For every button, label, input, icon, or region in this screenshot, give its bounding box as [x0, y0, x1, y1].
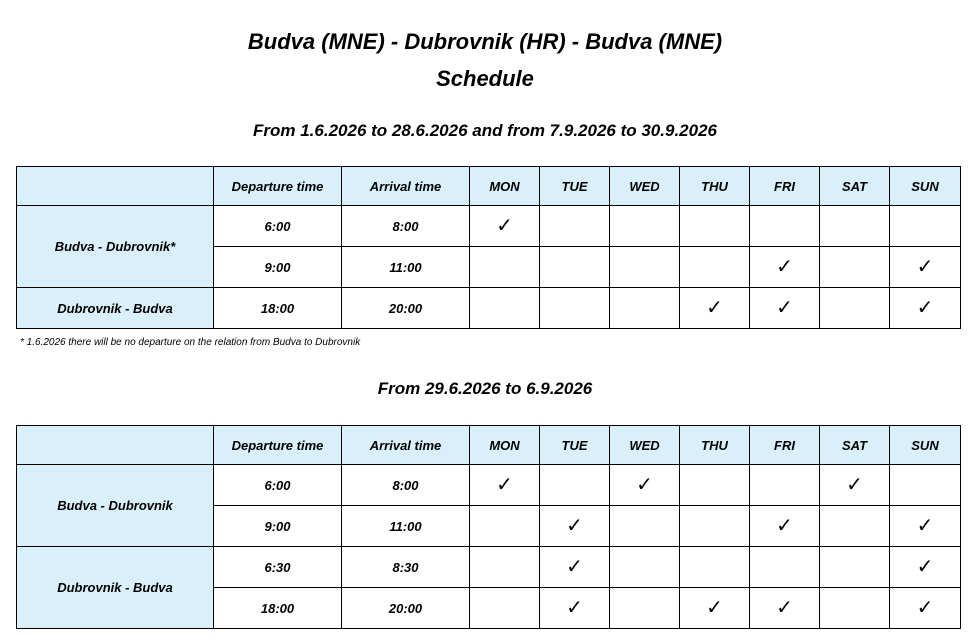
- day-cell-sat: [820, 206, 890, 247]
- header-row: [17, 167, 961, 206]
- day-cell-wed: [610, 465, 680, 506]
- check-icon: ✓: [776, 256, 793, 278]
- day-cell-tue: [540, 547, 610, 588]
- table-row: [17, 288, 961, 329]
- check-icon: ✓: [566, 556, 583, 578]
- day-cell-thu: [680, 247, 750, 288]
- departure-time-cell: 6:00: [214, 465, 342, 506]
- table-header: [17, 167, 961, 206]
- day-cell-sat: [820, 506, 890, 547]
- schedule-table-period1: [16, 166, 961, 329]
- header-cell: THU: [680, 426, 750, 465]
- day-cell-fri: [750, 465, 820, 506]
- arrival-time-cell: 8:00: [342, 206, 470, 247]
- day-cell-mon: [470, 506, 540, 547]
- page-title: Budva (MNE) - Dubrovnik (HR) - Budva (MNE): [247, 29, 723, 54]
- day-cell-wed: [610, 506, 680, 547]
- header-cell: SAT: [820, 167, 890, 206]
- departure-time-cell: 9:00: [214, 247, 342, 288]
- check-icon: ✓: [496, 215, 513, 237]
- day-cell-mon: [470, 588, 540, 629]
- day-cell-sat: [820, 465, 890, 506]
- day-cell-fri: [750, 588, 820, 629]
- day-cell-tue: [540, 288, 610, 329]
- header-cell: TUE: [540, 167, 610, 206]
- route-cell: Budva - Dubrovnik*: [17, 206, 214, 288]
- day-cell-mon: [470, 465, 540, 506]
- check-icon: ✓: [846, 474, 863, 496]
- day-cell-thu: [680, 547, 750, 588]
- day-cell-sun: [890, 588, 961, 629]
- header-cell: Departure time: [214, 167, 342, 206]
- schedule-table-period2: [16, 425, 961, 629]
- day-cell-mon: [470, 288, 540, 329]
- day-cell-sat: [820, 588, 890, 629]
- day-cell-sun: [890, 506, 961, 547]
- day-cell-fri: [750, 506, 820, 547]
- header-cell: WED: [610, 167, 680, 206]
- arrival-time-cell: 20:00: [342, 588, 470, 629]
- check-icon: ✓: [916, 256, 934, 278]
- header-cell: SAT: [820, 426, 890, 465]
- header-cell: THU: [680, 167, 750, 206]
- header-row: [17, 426, 961, 465]
- header-cell: Departure time: [214, 426, 342, 465]
- day-cell-fri: [750, 288, 820, 329]
- arrival-time-cell: 20:00: [342, 288, 470, 329]
- check-icon: ✓: [916, 597, 934, 619]
- day-cell-sat: [820, 288, 890, 329]
- table-body: [17, 465, 961, 629]
- check-icon: ✓: [916, 556, 934, 578]
- day-cell-mon: [470, 247, 540, 288]
- day-cell-thu: [680, 465, 750, 506]
- header-cell: FRI: [750, 426, 820, 465]
- header-cell: Arrival time: [342, 426, 470, 465]
- check-icon: ✓: [706, 597, 723, 619]
- day-cell-tue: [540, 506, 610, 547]
- header-cell: TUE: [540, 426, 610, 465]
- header-cell: SUN: [890, 167, 961, 206]
- table-row: [17, 206, 961, 247]
- header-cell-route: [17, 167, 214, 206]
- day-cell-tue: [540, 588, 610, 629]
- table-row: [17, 547, 961, 588]
- day-cell-sun: [890, 247, 961, 288]
- table-header: [17, 426, 961, 465]
- day-cell-wed: [610, 247, 680, 288]
- route-cell: Dubrovnik - Budva: [17, 547, 214, 629]
- header-cell: SUN: [890, 426, 961, 465]
- day-cell-sun: [890, 288, 961, 329]
- day-cell-thu: [680, 288, 750, 329]
- check-icon: ✓: [566, 515, 583, 537]
- header-cell-route: [17, 426, 214, 465]
- day-cell-wed: [610, 288, 680, 329]
- route-cell: Budva - Dubrovnik: [17, 465, 214, 547]
- check-icon: ✓: [916, 515, 934, 537]
- header-cell: FRI: [750, 167, 820, 206]
- arrival-time-cell: 11:00: [342, 506, 470, 547]
- period2-heading: From 29.6.2026 to 6.9.2026: [377, 379, 593, 398]
- header-cell: Arrival time: [342, 167, 470, 206]
- day-cell-mon: [470, 206, 540, 247]
- day-cell-sun: [890, 206, 961, 247]
- day-cell-tue: [540, 465, 610, 506]
- day-cell-sun: [890, 465, 961, 506]
- day-cell-mon: [470, 547, 540, 588]
- day-cell-wed: [610, 206, 680, 247]
- check-icon: ✓: [636, 474, 653, 496]
- day-cell-sat: [820, 547, 890, 588]
- day-cell-wed: [610, 588, 680, 629]
- header-cell: MON: [470, 167, 540, 206]
- arrival-time-cell: 8:00: [342, 465, 470, 506]
- arrival-time-cell: 11:00: [342, 247, 470, 288]
- period1-heading: From 1.6.2026 to 28.6.2026 and from 7.9.2026 to 30.9.2026: [253, 121, 717, 140]
- departure-time-cell: 18:00: [214, 288, 342, 329]
- day-cell-tue: [540, 206, 610, 247]
- check-icon: ✓: [566, 597, 583, 619]
- day-cell-thu: [680, 588, 750, 629]
- check-icon: ✓: [916, 297, 934, 319]
- departure-time-cell: 6:00: [214, 206, 342, 247]
- check-icon: ✓: [776, 597, 793, 619]
- day-cell-fri: [750, 547, 820, 588]
- day-cell-thu: [680, 206, 750, 247]
- day-cell-sat: [820, 247, 890, 288]
- arrival-time-cell: 8:30: [342, 547, 470, 588]
- check-icon: ✓: [496, 474, 513, 496]
- header-cell: WED: [610, 426, 680, 465]
- header-cell: MON: [470, 426, 540, 465]
- departure-time-cell: 6:30: [214, 547, 342, 588]
- check-icon: ✓: [776, 515, 793, 537]
- day-cell-fri: [750, 247, 820, 288]
- check-icon: ✓: [706, 297, 723, 319]
- day-cell-fri: [750, 206, 820, 247]
- table-body: [17, 206, 961, 329]
- page-subtitle: Schedule: [436, 66, 534, 91]
- day-cell-thu: [680, 506, 750, 547]
- departure-time-cell: 18:00: [214, 588, 342, 629]
- day-cell-wed: [610, 547, 680, 588]
- route-cell: Dubrovnik - Budva: [17, 288, 214, 329]
- table-row: [17, 465, 961, 506]
- departure-time-cell: 9:00: [214, 506, 342, 547]
- day-cell-tue: [540, 247, 610, 288]
- day-cell-sun: [890, 547, 961, 588]
- check-icon: ✓: [776, 297, 793, 319]
- footnote: * 1.6.2026 there will be no departure on the relation from Budva to Dubrovnik: [20, 337, 361, 348]
